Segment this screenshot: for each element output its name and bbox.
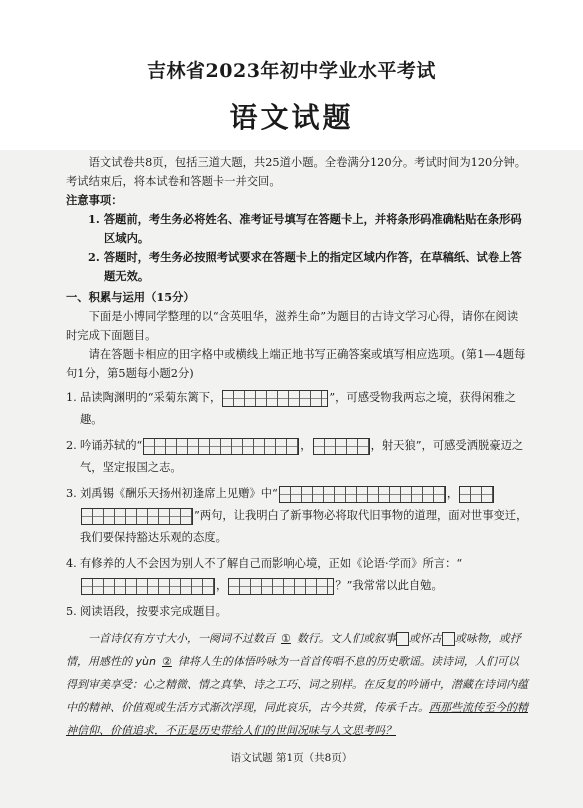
intro-text: 语文试卷共8页，包括三道大题，共25道小题。全卷满分120分。考试时间为120分钟。考试结束后，将本试卷和答题卡一并交回。 xyxy=(66,156,527,188)
page-footer: 语文试题 第1页（共8页） xyxy=(230,752,353,764)
section-desc-2: 请在答题卡相应的田字格中或横线上端正地书写正确答案或填写相应选项。(第1—4题每句1分，第5题每小题2分) xyxy=(66,348,526,380)
question-text: 刘禹锡《酬乐天扬州初逢席上见赠》中“ xyxy=(80,487,278,500)
reading-passage xyxy=(66,627,528,742)
question-text: ，射天狼”，可感受洒脱豪迈之气，坚定报国之志。 xyxy=(80,439,524,474)
question-number: 2. xyxy=(66,439,77,452)
underlined-sentence: 西那些流传至今的精神信仰、价值追求，不正是历史带给人们的世间况味与人文思考吗？ xyxy=(66,701,528,737)
passage-text: 数行。文人们或叙事 xyxy=(296,632,396,645)
passage-text: 或怀古 xyxy=(408,632,442,645)
question-number: 3. xyxy=(66,487,77,500)
fill-blank-1[interactable]: ① xyxy=(281,632,291,645)
question-text: 阅读语段，按要求完成题目。 xyxy=(80,605,227,618)
answer-grid[interactable] xyxy=(81,508,193,525)
fill-blank-2[interactable]: ② xyxy=(161,655,172,668)
question-text: ”，可感受物我两忘之境，获得闲雅之趣。 xyxy=(80,391,516,426)
note-item-2: 2. 答题时，考生务必按照考试要求在答题卡上的指定区域内作答，在草稿纸、试卷上答题无效。 xyxy=(88,250,522,283)
answer-grid[interactable] xyxy=(459,486,494,503)
answer-grid[interactable] xyxy=(143,438,299,455)
passage-text: 律将人生的体悟吟咏为一首首传唱不息的历史歌谣。读诗词，人们可以得到审美享受：心之精微、情之真挚、诗之工巧、词之别样。在反复的吟诵中，潜藏在诗词内蕴中的精神、价值观或生活方式渐次浮现，同此哀乐，古今共赏，传承千古。 xyxy=(66,655,528,714)
question-text: ， xyxy=(446,487,459,500)
question-text: 有修养的人不会因为别人不了解自己而影响心境，正如《论语·学而》所言：“ xyxy=(80,557,463,570)
section-desc-1: 下面是小博同学整理的以“含英咀华，滋养生命”为题目的古诗文学习心得，请你在阅读时完成下面题目。 xyxy=(66,310,519,342)
question-number: 1. xyxy=(66,391,77,404)
exam-title: 吉林省2023年初中学业水平考试 xyxy=(147,60,436,82)
question-5 xyxy=(66,601,528,623)
question-4 xyxy=(66,553,528,597)
note-item-1: 1. 答题前，考生务必将姓名、准考证号填写在答题卡上，并将条形码准确粘贴在条形码区域内。 xyxy=(88,212,522,245)
notes-heading: 注意事项： xyxy=(66,193,123,207)
exam-body xyxy=(66,153,528,742)
question-text: ”两句，让我明白了新事物必将取代旧事物的道理，面对世事变迁，我们要保持豁达乐观的态度。 xyxy=(80,509,528,544)
section-title: 一、积累与运用（15分） xyxy=(66,290,195,304)
passage-text: 一首诗仅有方寸大小，一阕词不过数百 xyxy=(88,632,275,645)
question-text: 吟诵苏轼的“ xyxy=(80,439,143,452)
answer-grid[interactable] xyxy=(279,486,446,503)
question-2 xyxy=(66,435,528,479)
question-number: 5. xyxy=(66,605,77,618)
question-3 xyxy=(66,483,528,549)
passage-text: 或咏物，或抒情，用感性的 yùn xyxy=(66,632,521,668)
punctuation-box-2[interactable] xyxy=(442,632,455,646)
question-text: 品读陶渊明的“采菊东篱下， xyxy=(80,391,222,404)
punctuation-box-1[interactable] xyxy=(396,632,409,646)
question-1 xyxy=(66,387,528,431)
subject-title: 语文试题 xyxy=(229,101,354,134)
question-text: ， xyxy=(216,579,228,592)
answer-grid[interactable] xyxy=(222,390,328,407)
answer-grid[interactable] xyxy=(228,578,334,595)
question-number: 4. xyxy=(66,557,77,570)
answer-grid[interactable] xyxy=(81,578,215,595)
question-text: ， xyxy=(300,439,312,452)
answer-grid[interactable] xyxy=(313,438,370,455)
question-text: ？”我常常以此自勉。 xyxy=(335,579,443,592)
